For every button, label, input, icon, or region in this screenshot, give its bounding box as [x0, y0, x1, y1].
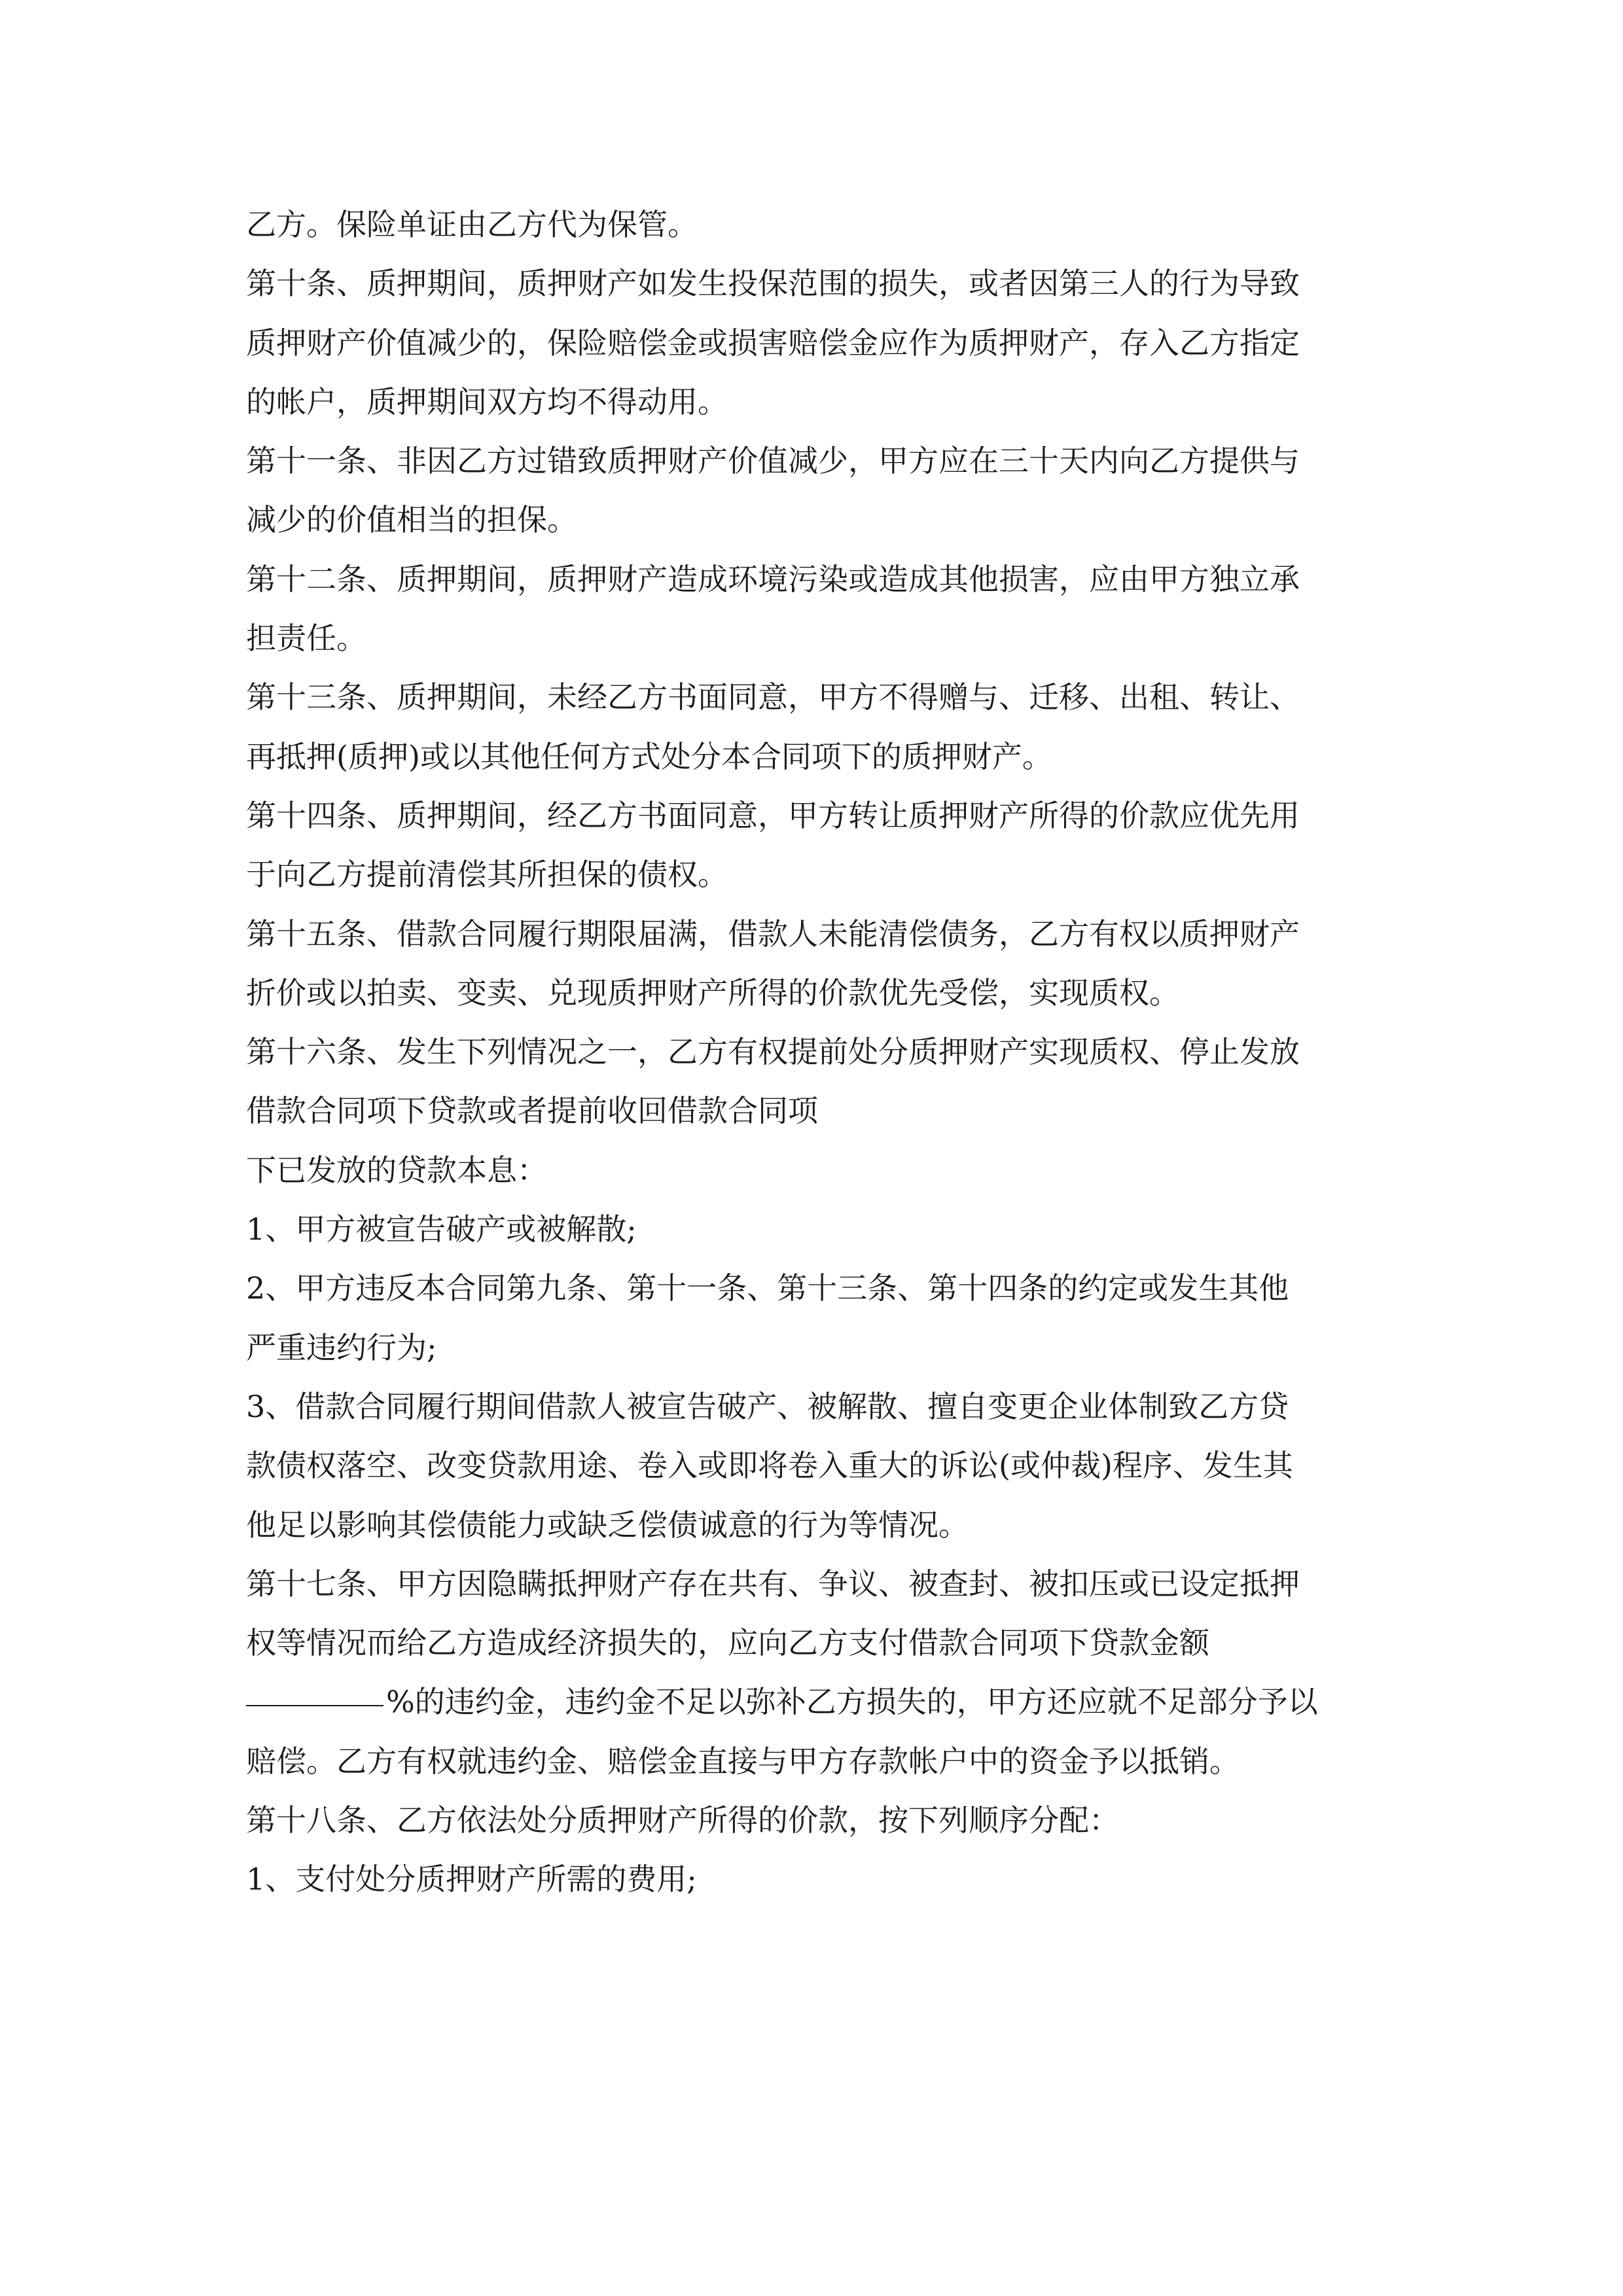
text-line: 折价或以拍卖、变卖、兑现质押财产所得的价款优先受偿，实现质权。 — [246, 975, 1179, 1011]
text-line: 质押财产价值减少的，保险赔偿金或损害赔偿金应作为质押财产，存入乙方指定 — [246, 325, 1300, 361]
text-line: 借款合同项下贷款或者提前收回借款合同项 — [246, 1093, 818, 1129]
text-line: 担责任。 — [246, 620, 366, 656]
text-line: 赔偿。乙方有权就违约金、赔偿金直接与甲方存款帐户中的资金予以抵销。 — [246, 1743, 1240, 1779]
contract-body — [246, 195, 1398, 1909]
text-line: 1、甲方被宣告破产或被解散; — [246, 1211, 637, 1247]
text-line: 第十二条、质押期间，质押财产造成环境污染或造成其他损害，应由甲方独立承 — [246, 561, 1300, 597]
text-line: 3、借款合同履行期间借款人被宣告破产、被解散、擅自变更企业体制致乙方贷 — [246, 1388, 1289, 1424]
text-line: 第十条、质押期间，质押财产如发生投保范围的损失，或者因第三人的行为导致 — [246, 266, 1300, 302]
text-line: 1、支付处分质押财产所需的费用; — [246, 1861, 697, 1897]
text-line-with-blank — [246, 1672, 1398, 1731]
text-line: %的违约金，违约金不足以弥补乙方损失的，甲方还应就不足部分予以 — [386, 1684, 1318, 1720]
text-line: 下已发放的贷款本息： — [246, 1152, 547, 1188]
text-line: 第十七条、甲方因隐瞒抵押财产存在共有、争议、被查封、被扣压或已设定抵押 — [246, 1566, 1300, 1602]
text-line: 2、甲方违反本合同第九条、第十一条、第十三条、第十四条的约定或发生其他 — [246, 1270, 1289, 1306]
text-line: 的帐户，质押期间双方均不得动用。 — [246, 384, 728, 420]
text-line: 再抵押(质押)或以其他任何方式处分本合同项下的质押财产。 — [246, 738, 1052, 774]
text-line: 乙方。保险单证由乙方代为保管。 — [246, 207, 698, 242]
text-line: 第十一条、非因乙方过错致质押财产价值减少，甲方应在三十天内向乙方提供与 — [246, 443, 1300, 479]
text-line: 第十八条、乙方依法处分质押财产所得的价款，按下列顺序分配： — [246, 1803, 1119, 1839]
text-line: 第十三条、质押期间，未经乙方书面同意，甲方不得赠与、迁移、出租、转让、 — [246, 679, 1300, 715]
text-line: 权等情况而给乙方造成经济损失的，应向乙方支付借款合同项下贷款金额 — [246, 1625, 1209, 1661]
text-line: 款债权落空、改变贷款用途、卷入或即将卷入重大的诉讼(或仲裁)程序、发生其 — [246, 1448, 1293, 1484]
text-line: 第十四条、质押期间，经乙方书面同意，甲方转让质押财产所得的价款应优先用 — [246, 797, 1300, 833]
text-line: 于向乙方提前清偿其所担保的债权。 — [246, 857, 728, 893]
text-line: 严重违约行为; — [246, 1329, 437, 1365]
fill-in-blank — [246, 1702, 383, 1706]
text-line: 第十五条、借款合同履行期限届满，借款人未能清偿债务，乙方有权以质押财产 — [246, 916, 1300, 952]
text-line: 他足以影响其偿债能力或缺乏偿债诚意的行为等情况。 — [246, 1507, 969, 1543]
text-line: 第十六条、发生下列情况之一，乙方有权提前处分质押财产实现质权、停止发放 — [246, 1034, 1300, 1070]
text-line: 减少的价值相当的担保。 — [246, 502, 577, 538]
